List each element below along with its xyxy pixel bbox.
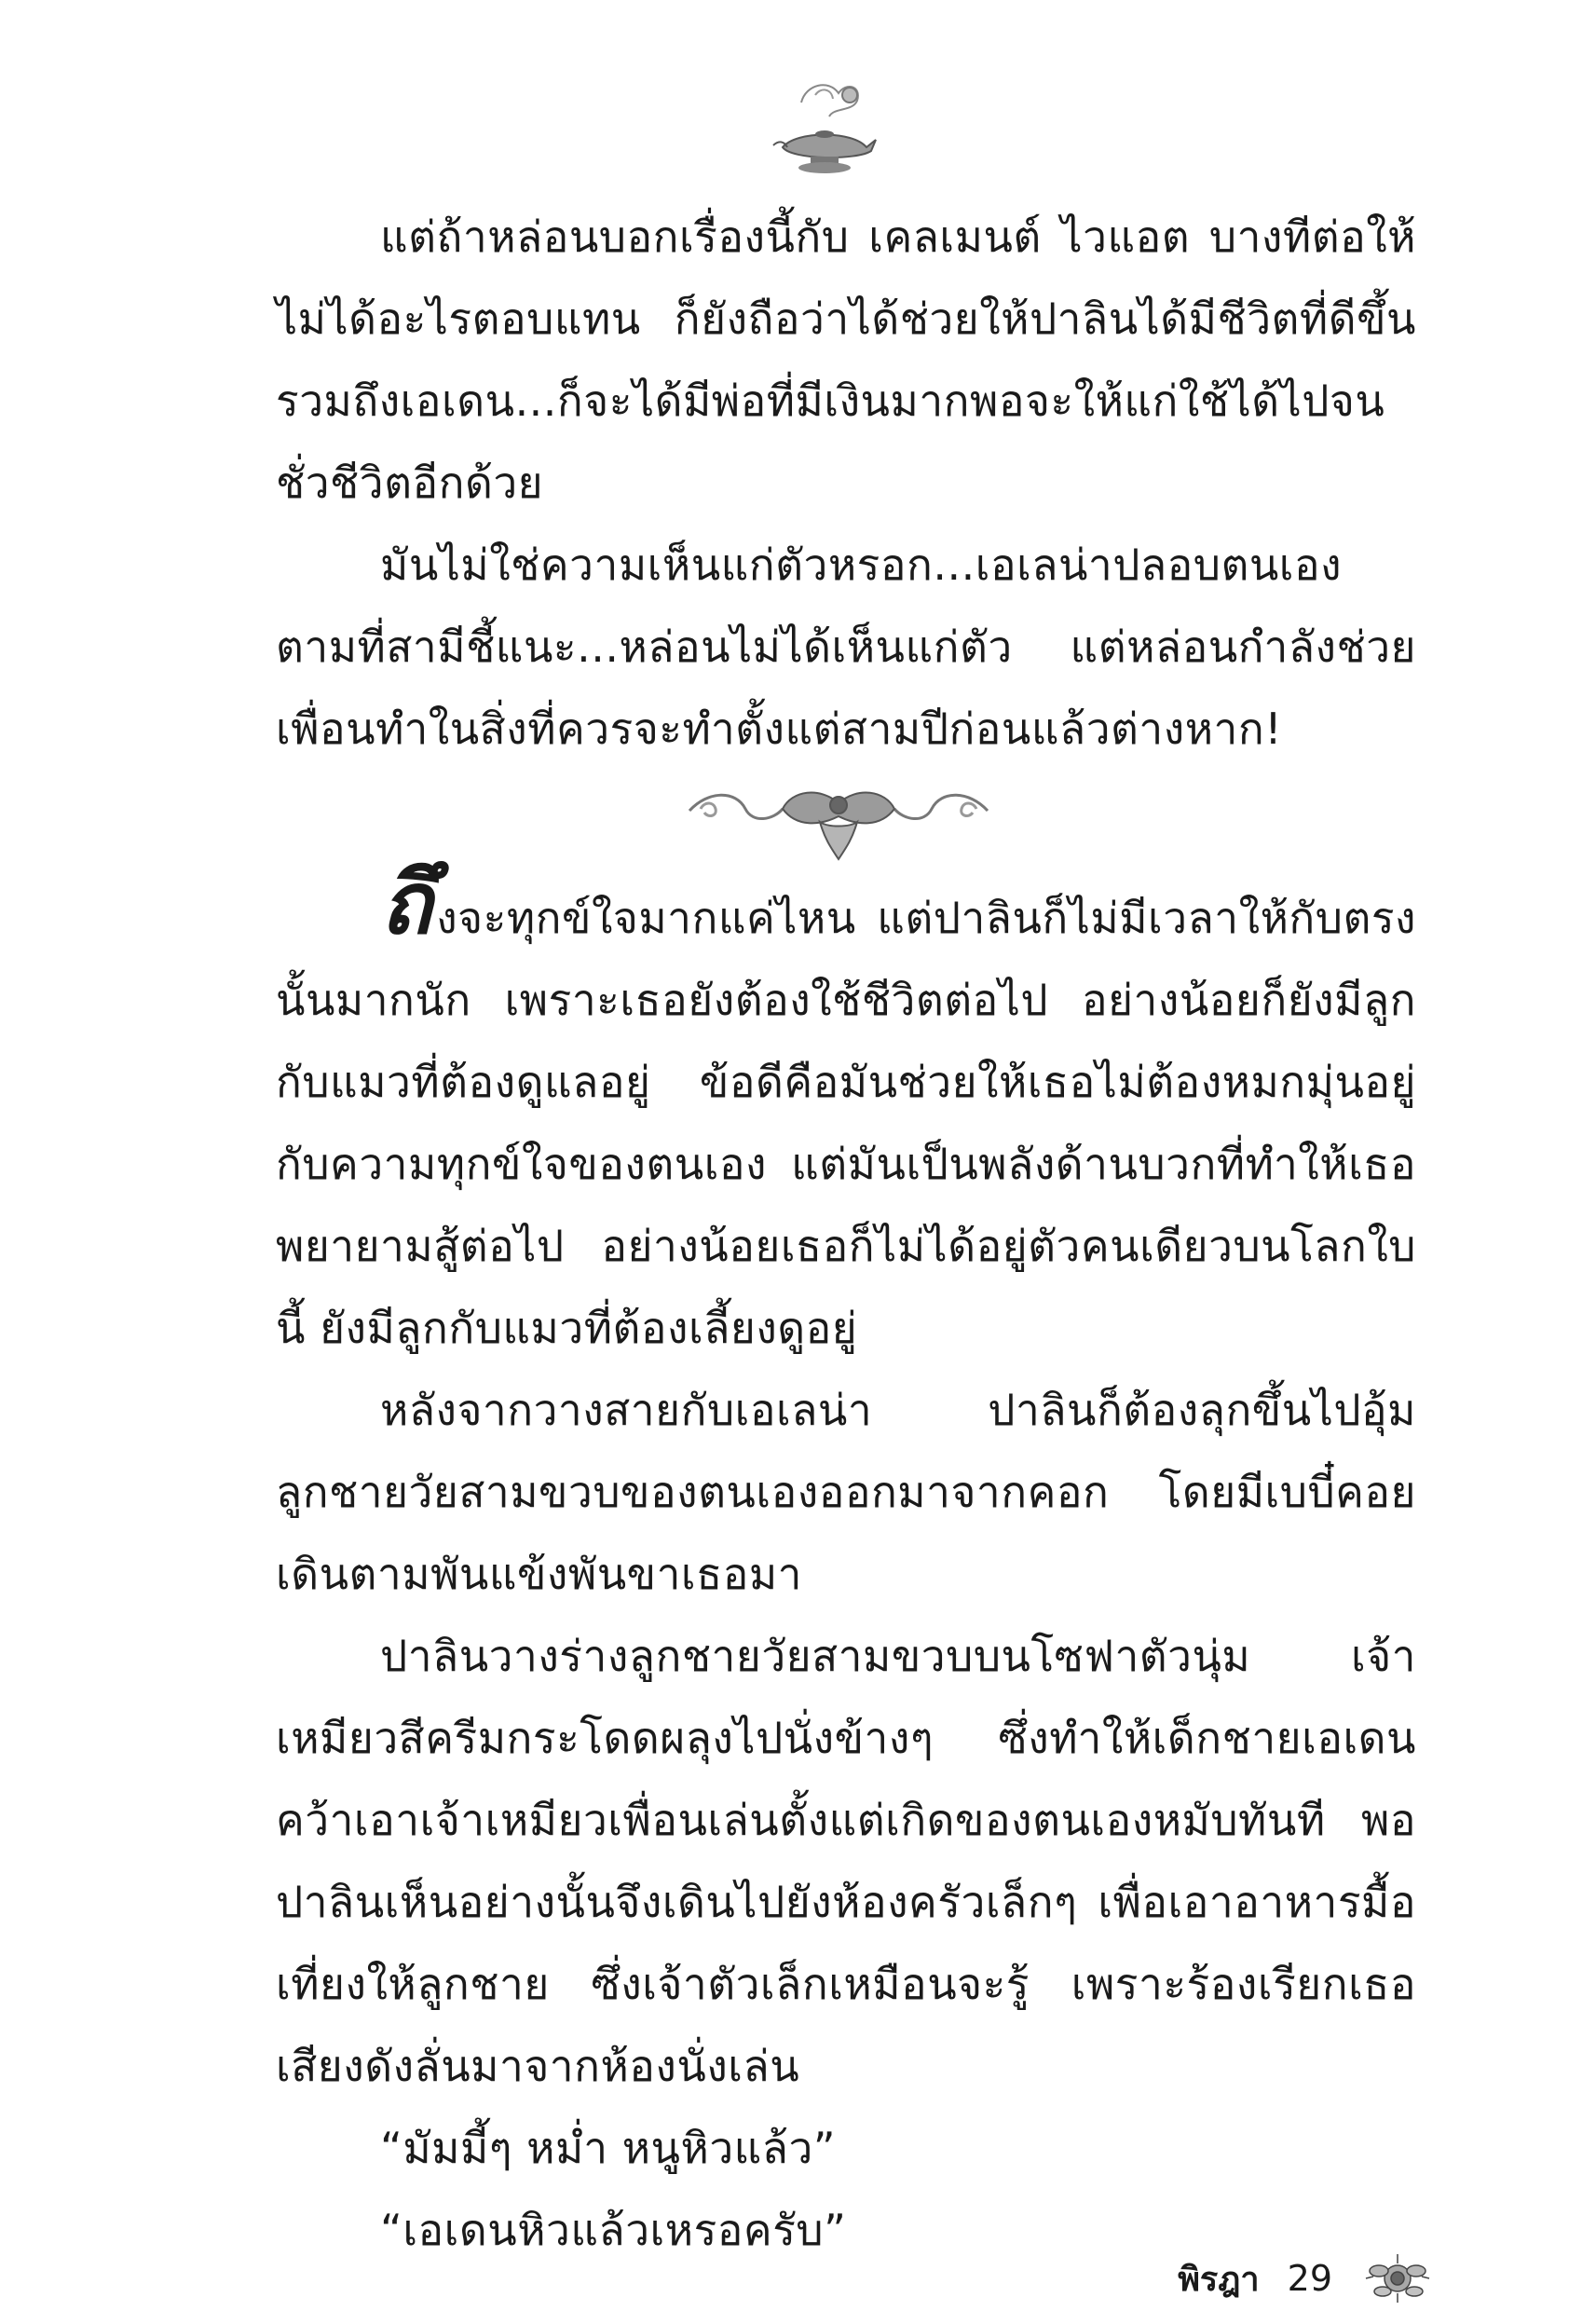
text-block-top bbox=[276, 196, 1416, 770]
paragraph-rest: งจะทุกข์ใจมากแค่ไหน แต่ปาลินก็ไม่มีเวลาให้กับตรงนั้นมากนัก เพราะเธอยังต้องใช้ชีวิตต่อไป อย่างน้อยก็ยังมีลูกกับแมวที่ต้องดูแลอยู่ ข้อดีคือมันช่วยให้เธอไม่ต้องหมกมุ่นอยู่กับความทุกข์ใจของตนเอง แต่มันเป็นพลังด้านบวกที่ทำให้เธอพยายามสู้ต่อไป อย่างน้อยเธอก็ไม่ได้อยู่ตัวคนเดียวบนโลกใบนี้ ยังมีลูกกับแมวที่ต้องเลี้ยงดูอยู่ bbox=[276, 893, 1416, 1353]
paragraph: มันไม่ใช่ความเห็นแก่ตัวหรอก...เอเลน่าปลอบตนเองตามที่สามีชี้แนะ...หล่อนไม่ได้เห็นแก่ตัว แต่หล่อนกำลังช่วยเพื่อนทำในสิ่งที่ควรจะทำตั้งแต่สามปีก่อนแล้วต่างหาก! bbox=[276, 540, 1416, 754]
author-name: พิรฎา bbox=[1178, 2260, 1260, 2299]
paragraph: หลังจากวางสายกับเอเลน่า ปาลินก็ต้องลุกขึ้นไปอุ้มลูกชายวัยสามขวบของตนเองออกมาจากคอก โดยมีเบบี๋คอยเดินตามพันแข้งพันขาเธอมา bbox=[276, 1385, 1416, 1599]
text-block-main bbox=[276, 854, 1416, 2271]
paragraph: ปาลินวางร่างลูกชายวัยสามขวบบนโซฟาตัวนุ่ม เจ้าเหมียวสีครีมกระโดดผลุงไปนั่งข้างๆ ซึ่งทำให้เด็กชายเอเดนคว้าเอาเจ้าเหมียวเพื่อนเล่นตั้งแต่เกิดของตนเองหมับทันที พอปาลินเห็นอย่างนั้นจึงเดินไปยังห้องครัวเล็กๆ เพื่อเอาอาหารมื้อเที่ยงให้ลูกชาย ซึ่งเจ้าตัวเล็กเหมือนจะรู้ เพราะร้องเรียกเธอเสียงดังลั่นมาจากห้องนั่งเล่น bbox=[276, 1631, 1416, 2091]
page-number: 29 bbox=[1287, 2258, 1332, 2299]
flower-icon bbox=[1360, 2250, 1435, 2306]
dialogue-line: “เอเดนหิวแล้วเหรอครับ” bbox=[380, 2205, 847, 2255]
genie-lamp-icon bbox=[764, 75, 885, 177]
page-footer bbox=[1099, 2246, 1435, 2311]
drop-cap: ถึ bbox=[380, 854, 433, 953]
paragraph-with-drop-cap bbox=[276, 854, 1416, 1369]
floral-divider-icon bbox=[680, 762, 997, 865]
dialogue-line: “มัมมี้ๆ หม่ำ หนูหิวแล้ว” bbox=[380, 2123, 837, 2173]
paragraph: แต่ถ้าหล่อนบอกเรื่องนี้กับ เคลเมนต์ ไวแอต บางทีต่อให้ไม่ได้อะไรตอบแทน ก็ยังถือว่าได้ช่วยให้ปาลินได้มีชีวิตที่ดีขึ้น รวมถึงเอเดน...ก็จะได้มีพ่อที่มีเงินมากพอจะให้แก่ใช้ได้ไปจนชั่วชีวิตอีกด้วย bbox=[276, 212, 1416, 508]
